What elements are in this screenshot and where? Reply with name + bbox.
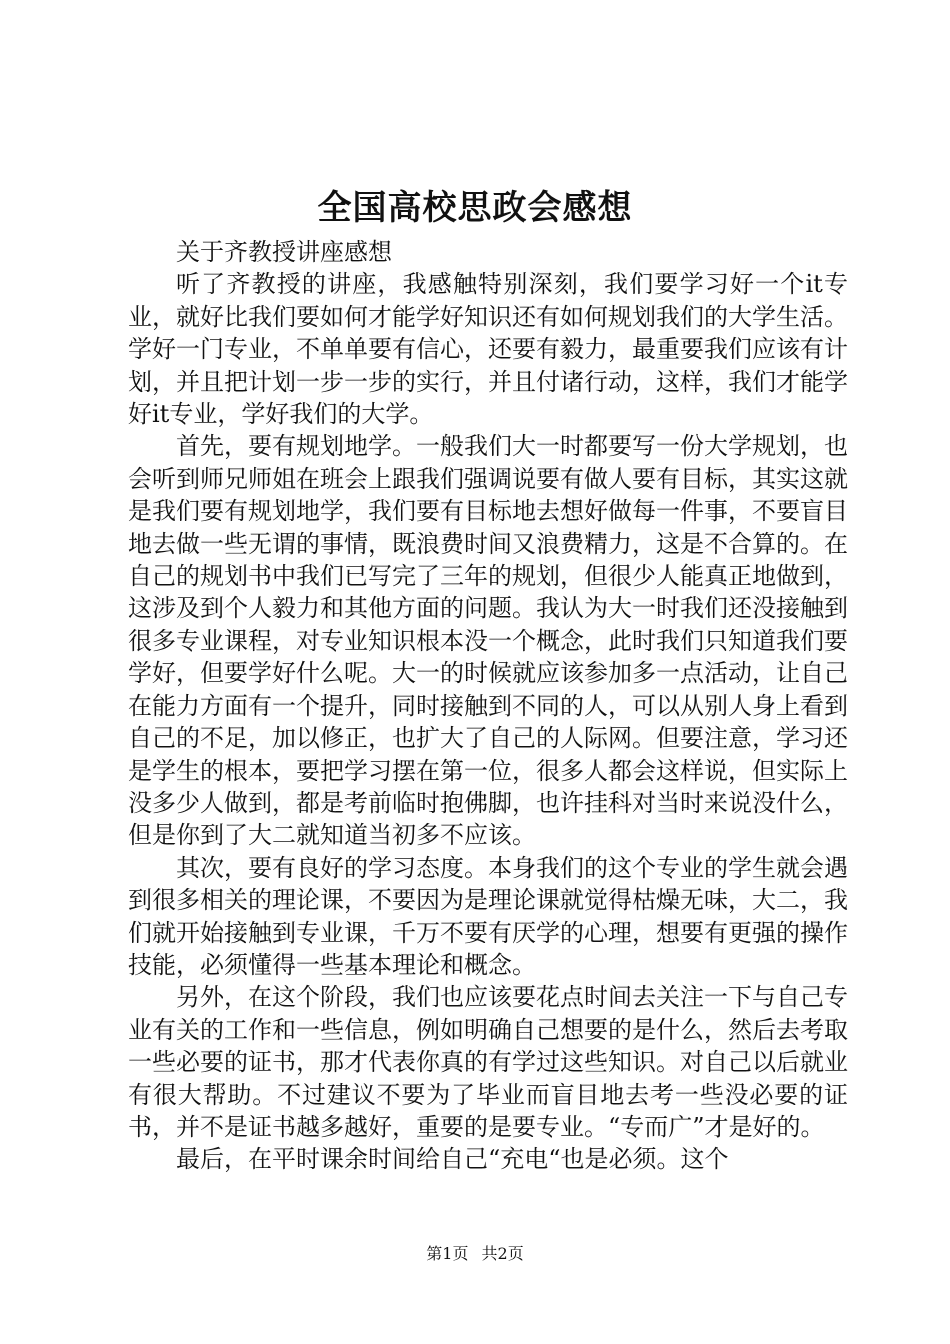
page-total: 共2页	[481, 1244, 524, 1263]
document-body	[128, 236, 848, 1176]
page-number: 第1页	[426, 1244, 469, 1263]
paragraph-second: 其次，要有良好的学习态度。本身我们的这个专业的学生就会遇到很多相关的理论课，不要因为是理论课就觉得枯燥无味，大二，我们就开始接触到专业课，千万不要有厌学的心理，想要有更强的操作技能，必须懂得一些基本理论和概念。	[128, 853, 848, 979]
paragraph-finally: 最后，在平时课余时间给自己“充电“也是必须。这个	[176, 1145, 729, 1174]
document-title: 全国高校思政会感想	[317, 188, 633, 228]
page-footer	[0, 1243, 950, 1265]
paragraph-intro: 听了齐教授的讲座，我感触特别深刻，我们要学习好一个it专业，就好比我们要如何才能学好知识还有如何规划我们的大学生活。学好一门专业，不单单要有信心，还要有毅力，最重要我们应该有计划，并且把计划一步一步的实行，并且付诸行动，这样，我们才能学好it专业，学好我们的大学。	[128, 270, 848, 429]
paragraph-first: 首先，要有规划地学。一般我们大一时都要写一份大学规划，也会听到师兄师姐在班会上跟我们强调说要有做人要有目标，其实这就是我们要有规划地学，我们要有目标地去想好做每一件事，不要盲目地去做一些无谓的事情，既浪费时间又浪费精力，这是不合算的。在自己的规划书中我们已写完了三年的规划，但很少人能真正地做到，这涉及到个人毅力和其他方面的问题。我认为大一时我们还没接触到很多专业课程，对专业知识根本没一个概念，此时我们只知道我们要学好，但要学好什么呢。大一的时候就应该参加多一点活动，让自己在能力方面有一个提升，同时接触到不同的人，可以从别人身上看到自己的不足，加以修正，也扩大了自己的人际网。但要注意，学习还是学生的根本，要把学习摆在第一位，很多人都会这样说，但实际上没多少人做到，都是考前临时抱佛脚，也许挂科对当时来说没什么，但是你到了大二就知道当初多不应该。	[128, 432, 848, 850]
paragraph-subtitle: 关于齐教授讲座感想	[176, 238, 392, 266]
paragraph-additionally: 另外，在这个阶段，我们也应该要花点时间去关注一下与自己专业有关的工作和一些信息，例如明确自己想要的是什么，然后去考取一些必要的证书，那才代表你真的有学过这些知识。对自己以后就业有很大帮助。不过建议不要为了毕业而盲目地去考一些没必要的证书，并不是证书越多越好，重要的是要专业。“专而广”才是好的。	[128, 983, 848, 1141]
